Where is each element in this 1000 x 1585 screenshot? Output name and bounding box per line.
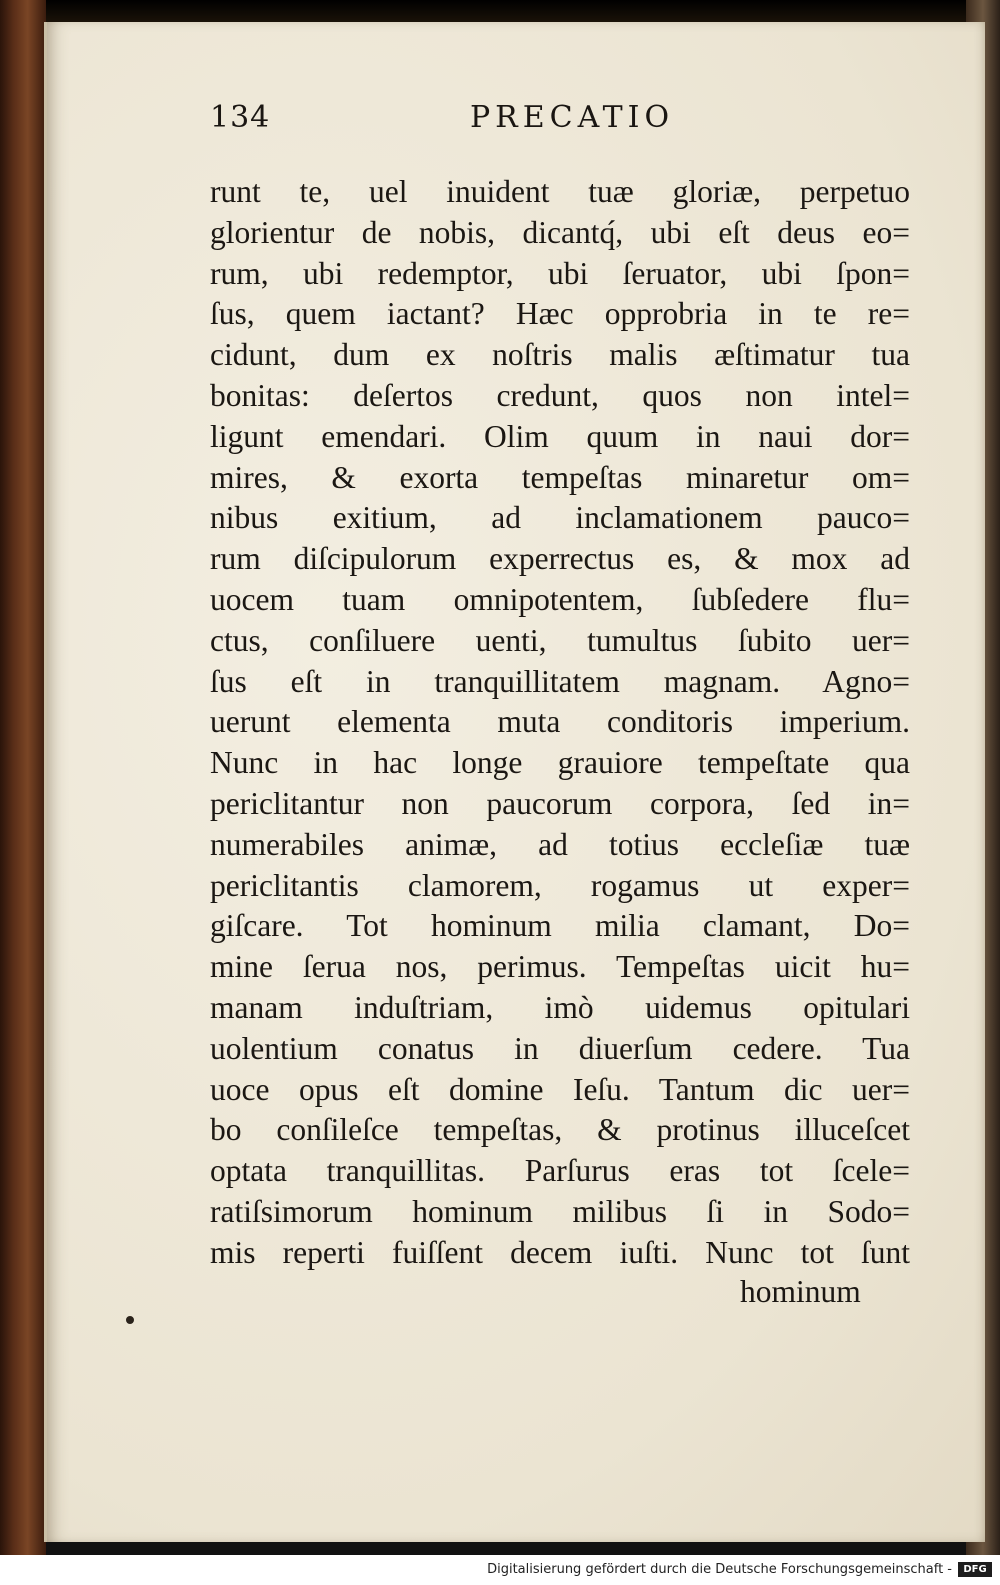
text-line: mine ſerua nos, perimus. Tempeſtas uicit hu= [210, 949, 910, 985]
text-line: glorientur de nobis, dicantq́, ubi eſt deus eo= [210, 214, 910, 250]
running-title: PRECATIO [470, 100, 675, 135]
text-line: rum diſcipulorum experrectus es, & mox ad [210, 541, 910, 577]
text-line: cidunt, dum ex noſtris malis æſtimatur tua [210, 337, 910, 373]
body-text [210, 172, 910, 1274]
catchword: hominum [740, 1274, 861, 1309]
text-line: manam induſtriam, imò uidemus opitulari [210, 989, 910, 1025]
text-line: numerabiles animæ, ad totius eccleſiæ tuæ [210, 826, 910, 862]
text-line: uolentium conatus in diuerſum cedere. Tua [210, 1030, 910, 1066]
text-line: ctus, conſiluere uenti, tumultus ſubito uer= [210, 622, 910, 658]
text-line: uocem tuam omnipotentem, ſubſedere flu= [210, 581, 910, 617]
ink-spot [126, 1316, 134, 1324]
page-header [210, 100, 910, 160]
page-number: 134 [210, 100, 271, 135]
text-line: ſus, quem iactant? Hæc opprobria in te re= [210, 296, 910, 332]
text-line: uerunt elementa muta conditoris imperium. [210, 704, 910, 740]
scan-top-edge [40, 0, 1000, 22]
text-line: nibus exitium, ad inclamationem pauco= [210, 500, 910, 536]
text-line: Nunc in hac longe grauiore tempeſtate qua [210, 745, 910, 781]
text-line: giſcare. Tot hominum milia clamant, Do= [210, 908, 910, 944]
text-line: ſus eſt in tranquillitatem magnam. Agno= [210, 663, 910, 699]
text-line: periclitantur non paucorum corpora, ſed in= [210, 785, 910, 821]
text-line: runt te, uel inuident tuæ gloriæ, perpetuo [210, 174, 910, 209]
text-line: rum, ubi redemptor, ubi ſeruator, ubi ſpon= [210, 255, 910, 291]
book-spine-edge [0, 0, 46, 1555]
text-line: optata tranquillitas. Parſurus eras tot ſcele= [210, 1153, 910, 1189]
text-line: ratiſsimorum hominum milibus ſi in Sodo= [210, 1193, 910, 1229]
text-line: bonitas: deſertos credunt, quos non intel= [210, 377, 910, 413]
text-line: bo conſileſce tempeſtas, & protinus illuceſcet [210, 1112, 910, 1148]
text-line: mis reperti fuiſſent decem iuſti. Nunc tot ſunt [210, 1234, 910, 1270]
digitization-footer [0, 1555, 1000, 1585]
funding-credit: Digitalisierung gefördert durch die Deutsche Forschungsgemeinschaft - [487, 1562, 952, 1577]
text-line: uoce opus eſt domine Ieſu. Tantum dic uer= [210, 1071, 910, 1107]
dfg-logo-icon: DFG [958, 1562, 992, 1577]
text-line: periclitantis clamorem, rogamus ut exper= [210, 867, 910, 903]
text-line: mires, & exorta tempeſtas minaretur om= [210, 459, 910, 495]
text-line: ligunt emendari. Olim quum in naui dor= [210, 418, 910, 454]
